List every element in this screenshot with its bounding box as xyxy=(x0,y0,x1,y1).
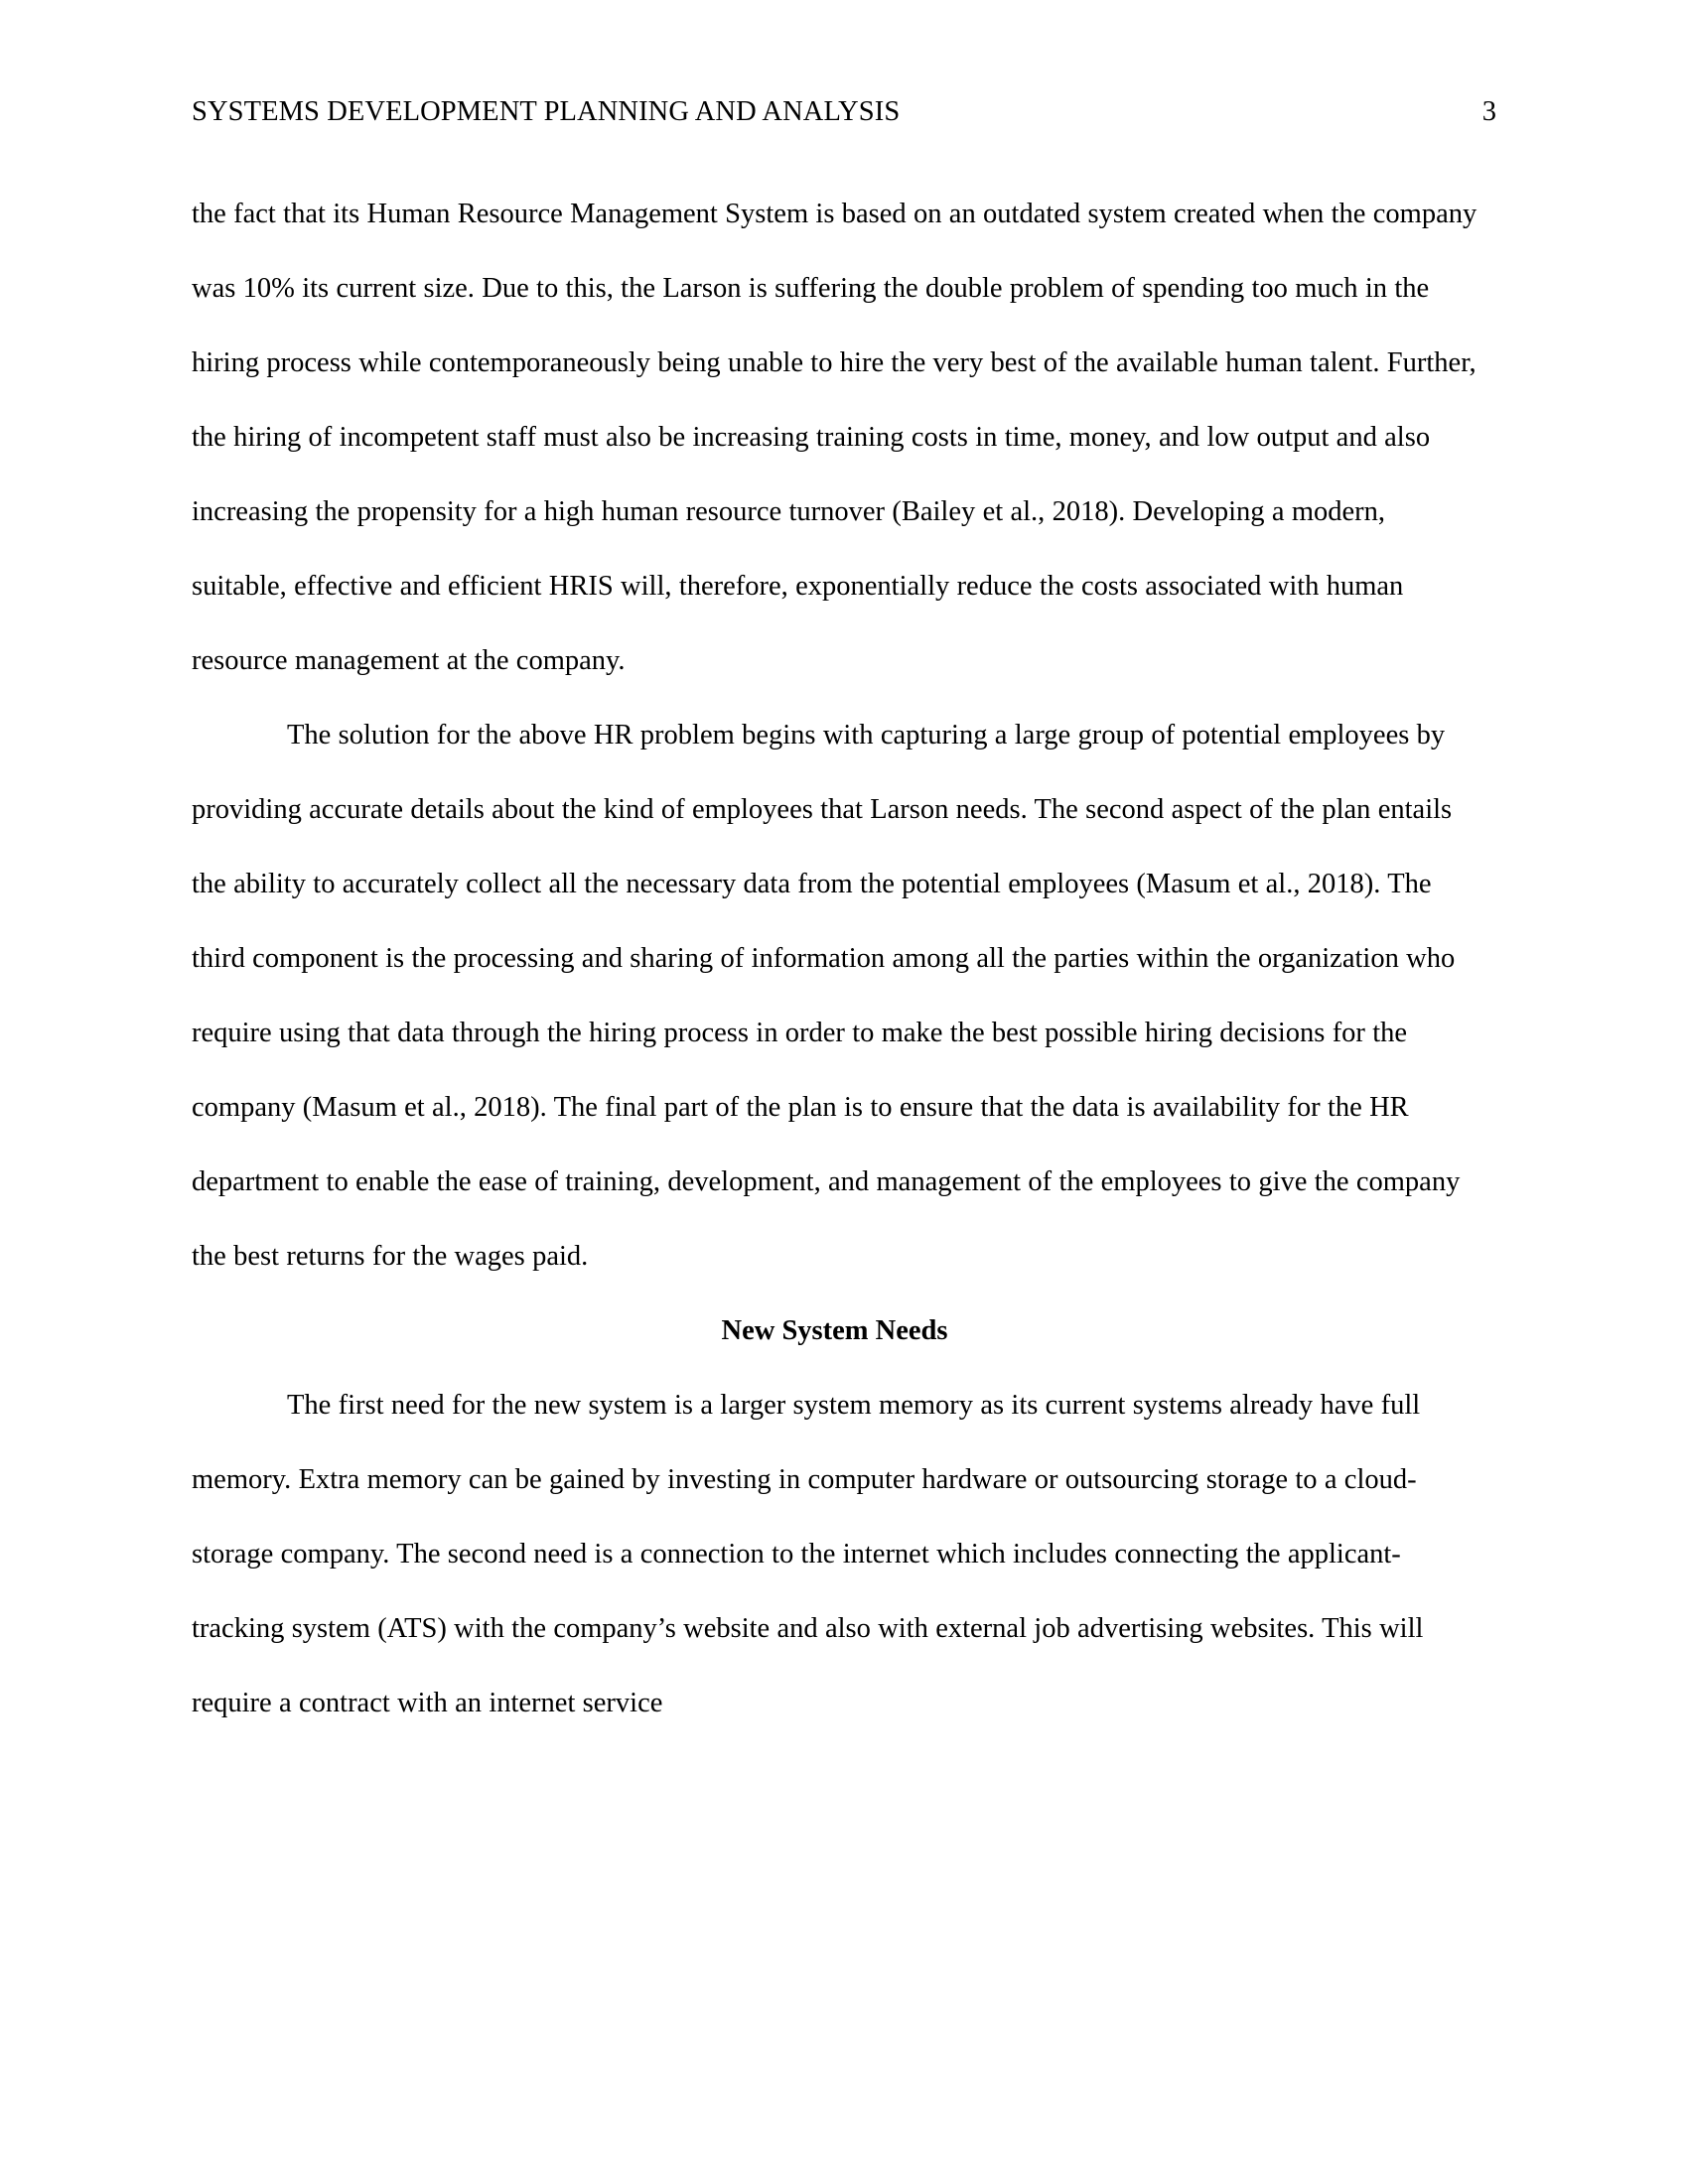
running-head-title: SYSTEMS DEVELOPMENT PLANNING AND ANALYSIS xyxy=(192,96,901,127)
paragraph-solution-plan: The solution for the above HR problem begins with capturing a large group of potential employees by providing accurate details about the kind of employees that Larson needs. The second aspect of the plan entails the ability to accurately collect all the necessary data from the potential employees (Masum et al., 2018). The third component is the processing and sharing of information among all the parties within the organization who require using that data through the hiring process in order to make the best possible hiring decisions for the company (Masum et al., 2018). The final part of the plan is to ensure that the data is availability for the HR department to enable the ease of training, development, and management of the employees to give the company the best returns for the wages paid. xyxy=(192,720,1461,1272)
section-heading-new-system-needs: New System Needs xyxy=(721,1315,948,1346)
running-head xyxy=(192,95,1496,129)
paragraph-new-system-needs: The first need for the new system is a larger system memory as its current systems already have full memory. Extra memory can be gained by investing in computer hardware or outsourcing storage to a cloud-storage company. The second need is a connection to the internet which includes connecting the applicant-tracking system (ATS) with the company’s website and also with external job advertising websites. This will require a contract with an internet service xyxy=(192,1390,1424,1718)
body-text-column xyxy=(192,177,1477,1740)
page-number: 3 xyxy=(1481,96,1496,127)
paragraph-continued-intro: the fact that its Human Resource Management System is based on an outdated system created when the company was 10% its current size. Due to this, the Larson is suffering the double problem of spending too much in the hiring process while contemporaneously being unable to hire the very best of the available human talent. Further, the hiring of incompetent staff must also be increasing training costs in time, money, and low output and also increasing the propensity for a high human resource turnover (Bailey et al., 2018). Developing a modern, suitable, effective and efficient HRIS will, therefore, exponentially reduce the costs associated with human resource management at the company. xyxy=(192,199,1477,676)
